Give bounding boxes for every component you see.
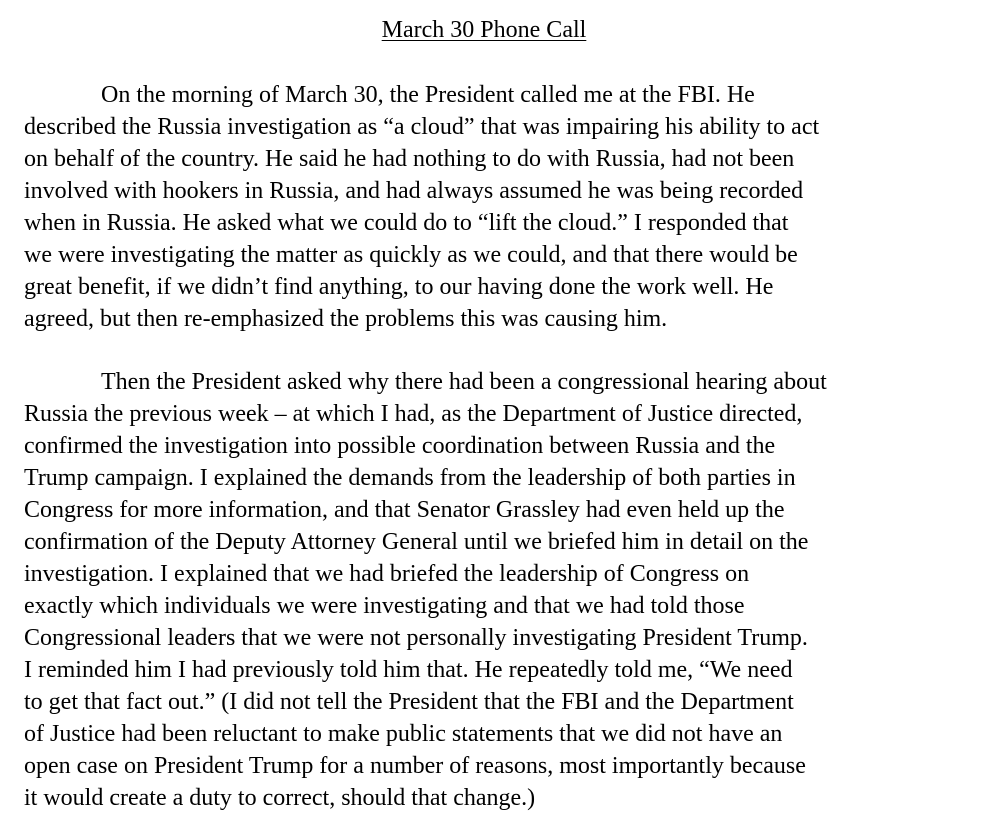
- paragraph-2: [24, 366, 964, 814]
- text-line: Congressional leaders that we were not personally investigating President Trump.: [24, 625, 808, 651]
- text-line: described the Russia investigation as “a cloud” that was impairing his ability to act: [24, 114, 820, 140]
- text-line: exactly which individuals we were investigating and that we had told those: [24, 593, 745, 619]
- text-line: to get that fact out.” (I did not tell the President that the FBI and the Department: [24, 689, 794, 715]
- text-line: confirmation of the Deputy Attorney General until we briefed him in detail on the: [24, 529, 809, 555]
- document-title-text: March 30 Phone Call: [381, 17, 587, 43]
- text-line: we were investigating the matter as quickly as we could, and that there would be: [24, 242, 798, 268]
- text-line: on behalf of the country. He said he had nothing to do with Russia, had not been: [24, 146, 795, 172]
- text-line: great benefit, if we didn’t find anything, to our having done the work well. He: [24, 274, 774, 300]
- text-line: involved with hookers in Russia, and had always assumed he was being recorded: [24, 178, 804, 204]
- text-line: Trump campaign. I explained the demands from the leadership of both parties in: [24, 465, 796, 491]
- text-line: confirmed the investigation into possible coordination between Russia and the: [24, 433, 776, 459]
- text-line: Then the President asked why there had been a congressional hearing about: [101, 369, 827, 395]
- text-line: when in Russia. He asked what we could do to “lift the cloud.” I responded that: [24, 210, 789, 236]
- text-line: open case on President Trump for a number of reasons, most importantly because: [24, 753, 806, 779]
- text-line: I reminded him I had previously told him that. He repeatedly told me, “We need: [24, 657, 793, 683]
- text-line: of Justice had been reluctant to make public statements that we did not have an: [24, 721, 783, 747]
- paragraph-1: [24, 79, 964, 335]
- text-line: Congress for more information, and that Senator Grassley had even held up the: [24, 497, 785, 523]
- text-line: investigation. I explained that we had briefed the leadership of Congress on: [24, 561, 750, 587]
- document-title: [0, 16, 968, 44]
- text-line: it would create a duty to correct, should that change.): [24, 785, 536, 811]
- text-line: agreed, but then re-emphasized the problems this was causing him.: [24, 306, 668, 332]
- text-line: On the morning of March 30, the President called me at the FBI. He: [101, 82, 755, 108]
- text-line: Russia the previous week – at which I had, as the Department of Justice directed,: [24, 401, 803, 427]
